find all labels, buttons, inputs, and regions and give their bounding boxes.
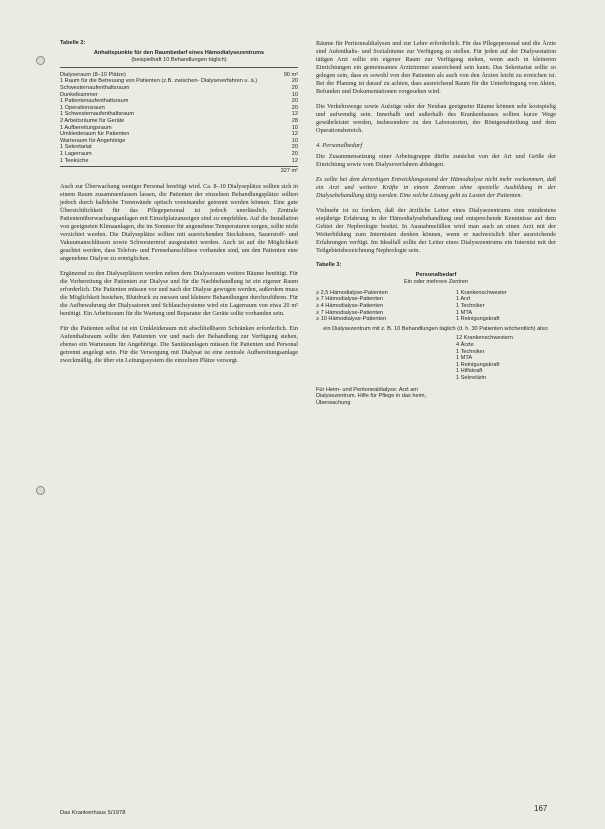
table-2-row (60, 98, 298, 105)
table-3-subtitle: Ein oder mehrere Zentren (403, 279, 469, 286)
table-2-row (60, 144, 298, 151)
table-2-row-value: 10 (291, 124, 298, 131)
table-3-row (316, 290, 556, 297)
table-3-row (316, 303, 556, 310)
table-3-block-item: 1 Sekretärin (456, 374, 487, 381)
table-2-row-label: Warteraum für Angehörige (60, 137, 126, 144)
table-2-row-label: 2 Arbeitsräume für Geräte (60, 117, 125, 124)
table-3-label: Tabelle 3: (316, 262, 342, 268)
table-2-label: Tabelle 2: (60, 40, 86, 46)
right-paragraph-1: Räume für Peritonealdialysen und zur Lehre erforderlich. Für das Pflegepersonal und die Ärzte sind Aufenthalts- und Sozialräume zur Verfügung zu stellen. Für jeden auf der Dialysestation tätigen Arzt sollte ein eigener Raum zur Verfügung stehen, wenn auch in kleineren Einrichtungen ein gemeinsames Arztzimmer ausreichend sein kann. Das Sekretariat sollte so gelegen sein, dass es sowohl von den Patienten als auch von den Ärzten leicht zu erreichen ist. Bei der Planung ist darauf zu achten, dass ausreichend Raum für die Unterbringung von Akten, Befunden und Dokumentationen vorgesehen wird. (316, 40, 556, 95)
table-2-row-value: 28 (291, 117, 298, 124)
punch-hole-top (36, 56, 45, 65)
table-2-row-value: 90 m² (283, 71, 298, 78)
table-2-title: Anhaltspunkte für den Raumbedarf eines Hämodialysezentrums (93, 49, 265, 56)
table-3-rows (316, 290, 556, 323)
table-2-row (60, 78, 298, 85)
table-2-total: 327 m² (280, 168, 298, 175)
table-3-row (316, 316, 556, 323)
table-3-note: Für Heim- und Peritonealdialyse: Arzt am Dialysezentrum. Hilfe für Pflege in das heim, Überwachung (316, 386, 427, 406)
table-2-row-label: Schwesternaufenthaltsraum (60, 84, 130, 91)
table-3-block-item: 4 Ärzte (456, 341, 474, 348)
table-2-row (60, 111, 298, 118)
table-3-row-patients: ≥ 2,5 Hämodialyse-Patienten (316, 289, 388, 296)
table-2-row (60, 105, 298, 112)
table-3-row-staff: 1 Techniker (456, 302, 485, 309)
table-2-row-value: 20 (291, 144, 298, 151)
table-2-row-value: 12 (291, 157, 298, 164)
table-2 (60, 40, 298, 175)
table-2-row-label: 1 Teeküche (60, 157, 89, 164)
table-2-row-label: 1 Lagerraum (60, 150, 92, 157)
table-2-row-value: 12 (291, 131, 298, 138)
right-italic-paragraph: Es sollte bei dem derzeitigen Entwicklungsstand der Hämodialyse nicht mehr vorkommen, daß ein Arzt und weitere Kräfte in einem Zentrum ohne spezielle Ausbildung in der Dialysebehandlung tätig werden. Eine solche Lösung geht zu Lasten der Patienten. (316, 176, 556, 199)
table-2-row-label: 1 Patientenaufenthaltsraum (60, 98, 129, 105)
table-3-block-item: 1 Reinigungskraft (456, 361, 500, 368)
table-3-row (316, 296, 556, 303)
table-3 (316, 262, 556, 406)
section-heading: 4. Personalbedarf (316, 142, 363, 149)
table-3-middle: ein Dialysezentrum mit z. B. 10 Behandlungen täglich (d. h. 30 Patienten wöchentlich) also: (323, 325, 549, 332)
table-2-row-label: Umkleideraum für Patienten (60, 131, 130, 138)
left-paragraph-3: Für die Patienten selbst ist ein Umkleideraum mit abschließbaren Schränken erforderlich. Ein Aufenthaltsraum sollte den Patienten vor und nach der Behandlung zur Verfügung stehen, ebenso ein Warteraum für Angehörige. Die Sanitäranlagen müssen für Patienten und Personal getrennt angelegt sein. Für die Versorgung mit Dialysat ist eine zentrale Aufbereitungsanlage zweckmäßig, die über ein Leitungssystem die einzelnen Plätze versorgt. (60, 324, 298, 364)
table-2-row-label: 1 Schwesternaufenthaltsraum (60, 111, 135, 118)
table-2-row (60, 85, 298, 92)
table-2-row-value: 12 (291, 111, 298, 118)
table-3-row (316, 310, 556, 317)
table-2-rows (60, 72, 298, 164)
table-2-row-label: 1 Sekretariat (60, 144, 92, 151)
table-2-row-label: Dialyseraum (8–10 Plätze) (60, 71, 126, 78)
table-3-row-staff: 1 Krankenschwester (456, 289, 507, 296)
table-2-row (60, 125, 298, 132)
right-paragraph-4: Vielmehr ist zu fordern, daß der ärztliche Leiter eines Dialysezentrums eine mindestens einjährige Erfahrung in der Hämodialysebehandlung und entsprechende Kenntnisse auf dem Gebiet der Nephrologie besitzt. In Ausnahmefällen wird man auch an einen Arzt mit der Weiterbildung zum Internisten denken können, wenn er nachweislich über ausreichende Erfahrungen verfügt. Im Idealfall sollte der Leiter eines Dialysezentrums ein Internist mit der Teilgebietsbezeichnung Nephrologie sein. (316, 207, 556, 254)
table-2-row-label: 1 Operationsraum (60, 104, 105, 111)
table-2-row-label: 1 Aufbereitungsraum (60, 124, 112, 131)
table-2-row (60, 151, 298, 158)
right-paragraph-3: Die Zusammensetzung einer Arbeitsgruppe dürfte zunächst von der Art und Größe der Einrichtung sowie vom Dialyseverfahren abhängen. (316, 153, 556, 168)
table-2-row (60, 131, 298, 138)
left-paragraph-2: Ergänzend zu den Dialyseplätzen werden neben dem Dialyseraum weitere Räume benötigt. Für die Vorbereitung der Patienten zur Dialyse und für die Nachbehandlung ist ein eigener Raum erforderlich. Die Patienten müssen vor und nach der Dialyse gewogen werden, außerdem muss die Möglichkeit bestehen, Blutdruck zu messen und kleinere Behandlungen durchzuführen. Für die Aufbewahrung der Dialysatoren und Schlauchsysteme wird ein Lagerraum von etwa 20 m² benötigt. Ein Arbeitsraum für die Wartung und Reparatur der Geräte sollte vorhanden sein. (60, 269, 298, 317)
left-column (60, 40, 298, 372)
punch-hole-bottom (36, 486, 45, 495)
table-3-block-item: 12 Krankenschwestern (456, 335, 513, 342)
page-number: 167 (534, 804, 548, 813)
right-column (316, 40, 556, 406)
left-paragraph-1: Auch zur Überwachung weniger Personal benötigt wird. Ca. 8–10 Dialyseplätze sollten sich in einem Raum zusammenfassen lassen, die Patienten der einzelnen Behandlungsplätze sollten jedoch durch halbhohe Trennwände optisch voneinander getrennt werden können. Eine gute Übersichtlichkeit für das Pflegepersonal ist jedoch unerlässlich. Zentrale Patientenüberwachungsanlagen mit Einzelplatzanzeigen sind zu empfehlen. Auf die Installation von geeigneten Klimaanlagen, die im Sommer für angenehme Temperaturen sorgen, sollte nicht verzichtet werden. Die Dialyseplätze sollten mit ausreichenden Steckdosen, Sauerstoff- und Vakuumanschlüssen sowie Schwesternruf ausgestattet werden. Auch ist auf die Möglichkeit geachtet werden, dass Telefon- und Fernsehanschlüsse vorhanden sind, um den Patienten eine angenehme Dialyse zu ermöglichen. (60, 182, 298, 262)
table-3-block-item: 1 Hilfskraft (456, 368, 483, 375)
table-2-row (60, 92, 298, 99)
table-2-row-label: Dunkelkammer (60, 91, 98, 98)
table-3-row-patients: ≥ 10 Hämodialyse-Patienten (316, 316, 387, 323)
table-3-block-item: 1 MTA (456, 355, 473, 362)
table-3-row-patients: ≥ 7 Hämodialyse-Patienten (316, 296, 384, 303)
table-3-row-patients: ≥ 4 Hämodialyse-Patienten (316, 302, 384, 309)
table-2-row-value: 20 (291, 78, 298, 85)
table-2-row (60, 158, 298, 165)
table-2-row-value: 20 (291, 150, 298, 157)
table-2-row (60, 118, 298, 125)
table-2-row (60, 72, 298, 79)
table-3-row-staff: 1 Arzt (456, 296, 471, 303)
table-3-row-staff: 1 MTA (456, 309, 473, 316)
table-3-title: Personalbedarf (415, 271, 457, 278)
table-2-subtitle: (beispielhaft 10 Behandlungen täglich) (60, 57, 298, 68)
table-3-block-item: 1 Techniker (456, 348, 485, 355)
table-3-row-patients: ≥ 7 Hämodialyse-Patienten (316, 309, 384, 316)
table-2-row-value: 20 (291, 98, 298, 105)
table-2-row-value: 10 (291, 137, 298, 144)
table-2-row-value: 10 (291, 91, 298, 98)
right-paragraph-2: Die Verkehrswege sowie Aufzüge oder der Neubau geeigneter Räume können sehr kostspielig und aufwendig sein. Innerhalb und außerhalb des Krankenhauses sollten kurze Wege gewährleistet werden, insbesondere zu den Laboratorien, der Röntgenabteilung und dem Operationsbereich. (316, 103, 556, 134)
table-2-total-row (60, 166, 298, 175)
table-3-row-staff: 1 Reinigungskraft (456, 316, 500, 323)
table-3-block (456, 335, 556, 381)
table-2-row-value: 20 (291, 104, 298, 111)
table-2-row-label: 1 Raum für die Betreuung von Patienten (z.B. zwischen- Dialyseverfahren u. ä.) (60, 78, 258, 85)
table-2-row-value: 20 (291, 84, 298, 91)
footer-journal: Das Krankenhaus 5/1978 (60, 810, 126, 816)
table-2-row (60, 138, 298, 145)
